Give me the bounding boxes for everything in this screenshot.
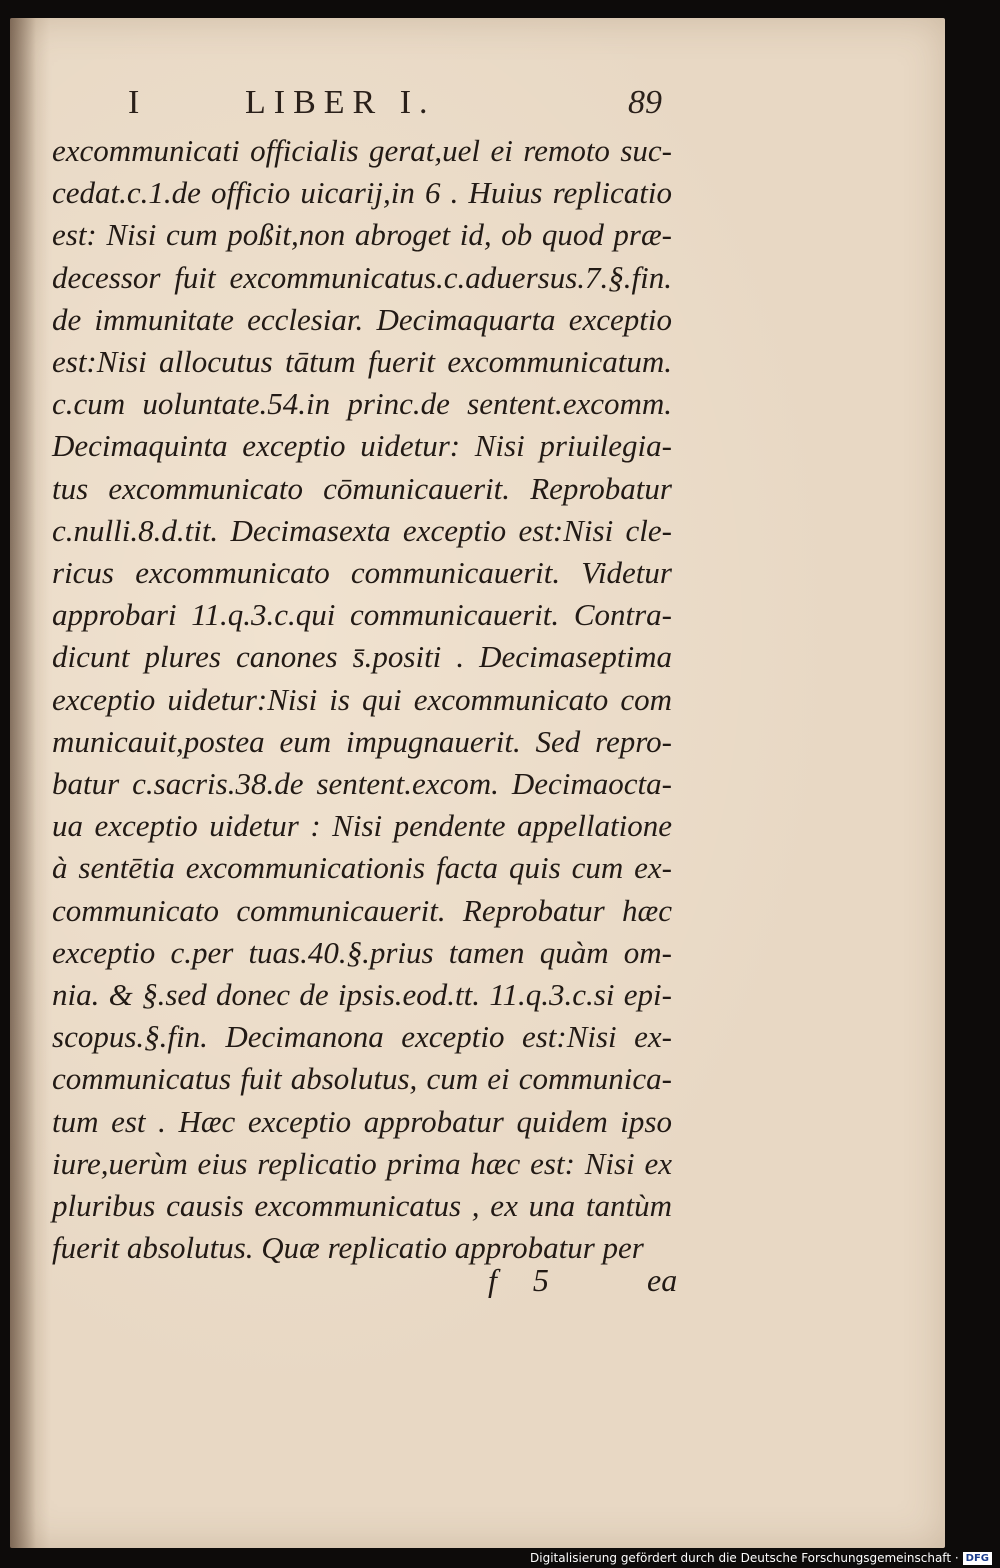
text-line: ua exceptio uidetur : Nisi pendente appellatione [52, 808, 672, 844]
text-line: c.cum uoluntate.54.in princ.de sentent.excomm. [52, 386, 672, 422]
page-number: 89 [628, 84, 662, 121]
text-line: c.nulli.8.d.tit. Decimasexta exceptio est:Nisi cle- [52, 512, 672, 548]
running-title: LIBER I. [245, 84, 436, 121]
header-mark: I [128, 84, 140, 121]
running-header [0, 84, 1000, 124]
text-line: Decimaquinta exceptio uidetur: Nisi priuilegia- [52, 428, 672, 464]
body-text [52, 130, 672, 1269]
text-line: tum est . Hæc exceptio approbatur quidem ipso [52, 1103, 672, 1139]
text-line: ricus excommunicato communicauerit. Videtur [52, 555, 672, 591]
text-line: à sentētia excommunicationis facta quis cum ex- [52, 850, 672, 886]
signature-mark: f 5 [488, 1262, 563, 1298]
text-line: communicatus fuit absolutus, cum ei communica- [52, 1061, 672, 1097]
text-line: iure,uerùm eius replicatio prima hæc est: Nisi ex [52, 1145, 672, 1181]
catchword: ea [647, 1262, 678, 1298]
text-line: est: Nisi cum poßit,non abroget id, ob quod præ- [52, 217, 672, 253]
text-line: excommunicati officialis gerat,uel ei remoto suc- [52, 133, 672, 168]
text-line: tus excommunicato cōmunicauerit. Reprobatur [52, 470, 672, 506]
text-line: batur c.sacris.38.de sentent.excom. Decimaocta- [52, 766, 672, 802]
text-line: decessor fuit excommunicatus.c.aduersus.7.§.fin. [52, 259, 672, 295]
funding-credit: Digitalisierung gefördert durch die Deutsche Forschungsgemeinschaft · [530, 1551, 959, 1565]
signature-line [0, 1262, 1000, 1302]
text-line: municauit,postea eum impugnauerit. Sed repro- [52, 723, 672, 759]
text-line: communicato communicauerit. Reprobatur hæc [52, 892, 672, 928]
page-gutter-shadow [10, 18, 36, 1548]
text-line: dicunt plures canones s̄.positi . Decimaseptima [52, 639, 672, 675]
text-line: exceptio uidetur:Nisi is qui excommunicato com [52, 681, 672, 717]
text-line: fuerit absolutus. Quæ replicatio approbatur per [52, 1230, 644, 1266]
text-line: scopus.§.fin. Decimanona exceptio est:Nisi ex- [52, 1019, 672, 1055]
text-line: cedat.c.1.de officio uicarij,in 6 . Huius replicatio [52, 175, 672, 211]
digitization-footer [530, 1550, 992, 1566]
text-line: nia. & §.sed donec de ipsis.eod.tt. 11.q.3.c.si epi- [52, 977, 672, 1013]
text-line: est:Nisi allocutus tātum fuerit excommunicatum. [52, 344, 672, 380]
text-line: pluribus causis excommunicatus , ex una tantùm [52, 1188, 672, 1224]
dfg-logo-icon: DFG [963, 1552, 992, 1565]
text-line: exceptio c.per tuas.40.§.prius tamen quàm om- [52, 934, 672, 970]
text-line: de immunitate ecclesiar. Decimaquarta exceptio [52, 301, 672, 337]
text-line: approbari 11.q.3.c.qui communicauerit. Contra- [52, 597, 672, 633]
